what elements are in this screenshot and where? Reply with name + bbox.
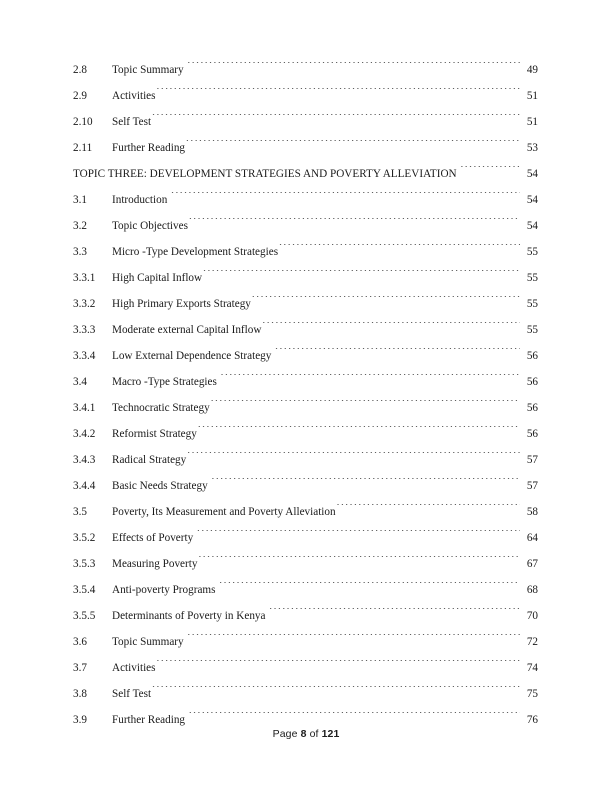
toc-entry-number: 3.3.2 [73,298,96,310]
toc-entry-page-number: 74 [526,662,538,674]
toc-row[interactable] [73,291,538,317]
toc-entry-page-number: 56 [526,376,538,388]
toc-entry-title: Technocratic Strategy [112,402,210,414]
toc-entry-title: Effects of Poverty [112,532,194,544]
toc-dot-leader [252,296,520,307]
toc-entry-page-number: 75 [526,688,538,700]
toc-row[interactable] [73,57,538,83]
toc-entry-page-number: 51 [526,90,538,102]
toc-entry-page-number: 51 [526,116,538,128]
toc-entry-title: Moderate external Capital Inflow [112,324,262,336]
toc-entry-title: Basic Needs Strategy [112,480,208,492]
toc-entry-number: 3.7 [73,662,87,674]
toc-entry-title: Low External Dependence Strategy [112,350,272,362]
toc-row[interactable] [73,213,538,239]
toc-dot-leader [198,426,520,437]
toc-entry-page-number: 70 [526,610,538,622]
toc-dot-leader [187,62,520,73]
toc-entry-page-number: 54 [526,194,538,206]
toc-entry-title: Self Test [112,688,152,700]
toc-row[interactable] [73,551,538,577]
toc-entry-number: 3.2 [73,220,87,232]
toc-row[interactable] [73,629,538,655]
toc-entry-number: 3.5.4 [73,584,96,596]
toc-entry-number: 3.3 [73,246,87,258]
toc-row[interactable] [73,239,538,265]
toc-entry-number: 3.4.2 [73,428,96,440]
toc-entry-title: Determinants of Poverty in Kenya [112,610,266,622]
toc-leader-gap [193,525,196,551]
toc-entry-title: Anti-poverty Programs [112,584,216,596]
toc-topic-row[interactable] [73,161,538,187]
toc-entry-title: Activities [112,90,156,102]
toc-entry-page-number: 55 [526,298,538,310]
toc-dot-leader [171,192,520,203]
toc-entry-page-number: 55 [526,246,538,258]
footer-total-pages: 121 [321,728,340,740]
toc-entry-title: Macro -Type Strategies [112,376,217,388]
toc-dot-leader [211,400,520,411]
toc-entry-number: 3.4.4 [73,480,96,492]
toc-entry-page-number: 53 [526,142,538,154]
toc-row[interactable] [73,83,538,109]
toc-entry-title: Introduction [112,194,168,206]
toc-entry-number: 3.3.3 [73,324,96,336]
toc-dot-leader [152,114,520,125]
toc-entry-number: 3.5.3 [73,558,96,570]
toc-row[interactable] [73,421,538,447]
toc-entry-page-number: 68 [526,584,538,596]
toc-entry-page-number: 55 [526,324,538,336]
toc-entry-number: 3.5.5 [73,610,96,622]
toc-entry-title: Activities [112,662,156,674]
toc-dot-leader [157,660,521,671]
table-of-contents [73,57,538,733]
toc-dot-leader [187,452,520,463]
toc-dot-leader [198,556,520,567]
toc-row[interactable] [73,187,538,213]
toc-entry-title: Poverty, Its Measurement and Poverty Alleviation [112,506,336,518]
toc-leader-gap [184,57,187,83]
toc-leader-gap [457,161,460,187]
toc-entry-number: 3.6 [73,636,87,648]
toc-entry-page-number: 58 [526,506,538,518]
toc-entry-number: 2.9 [73,90,87,102]
toc-row[interactable] [73,343,538,369]
toc-entry-title: TOPIC THREE: DEVELOPMENT STRATEGIES AND POVERTY ALLEVIATION [73,168,457,180]
footer-prefix: Page [272,728,298,740]
toc-entry-number: 3.4.3 [73,454,96,466]
toc-entry-number: 3.1 [73,194,87,206]
toc-entry-number: 2.10 [73,116,93,128]
toc-entry-page-number: 67 [526,558,538,570]
toc-row[interactable] [73,109,538,135]
toc-entry-title: High Primary Exports Strategy [112,298,251,310]
toc-row[interactable] [73,525,538,551]
toc-dot-leader [262,322,520,333]
toc-entry-title: Further Reading [112,714,186,726]
toc-entry-page-number: 54 [526,220,538,232]
toc-row[interactable] [73,369,538,395]
toc-entry-title: High Capital Inflow [112,272,203,284]
page-footer [0,728,612,740]
toc-entry-number: 3.3.1 [73,272,96,284]
toc-entry-page-number: 64 [526,532,538,544]
toc-row[interactable] [73,447,538,473]
toc-dot-leader [203,270,520,281]
toc-entry-number: 3.9 [73,714,87,726]
toc-leader-gap [167,187,170,213]
toc-entry-number: 3.8 [73,688,87,700]
toc-row[interactable] [73,655,538,681]
toc-dot-leader [189,712,520,723]
toc-row[interactable] [73,317,538,343]
toc-entry-number: 3.5.2 [73,532,96,544]
toc-entry-title: Further Reading [112,142,186,154]
toc-entry-title: Topic Objectives [112,220,188,232]
toc-dot-leader [279,244,520,255]
toc-row[interactable] [73,395,538,421]
toc-dot-leader [189,218,520,229]
toc-row[interactable] [73,265,538,291]
toc-entry-page-number: 54 [526,168,538,180]
toc-entry-page-number: 57 [526,454,538,466]
toc-leader-gap [217,369,220,395]
toc-dot-leader [269,608,520,619]
toc-entry-page-number: 55 [526,272,538,284]
toc-entry-title: Topic Summary [112,64,184,76]
toc-entry-number: 3.4.1 [73,402,96,414]
toc-leader-gap [265,603,268,629]
toc-dot-leader [186,140,520,151]
toc-dot-leader [219,582,520,593]
toc-dot-leader [212,478,521,489]
toc-row[interactable] [73,603,538,629]
toc-row[interactable] [73,577,538,603]
toc-entry-page-number: 57 [526,480,538,492]
toc-row[interactable] [73,473,538,499]
toc-entry-title: Measuring Poverty [112,558,198,570]
toc-entry-page-number: 56 [526,428,538,440]
toc-dot-leader [275,348,520,359]
toc-entry-title: Radical Strategy [112,454,187,466]
toc-entry-number: 3.3.4 [73,350,96,362]
toc-entry-number: 2.11 [73,142,93,154]
toc-entry-number: 3.5 [73,506,87,518]
toc-leader-gap [215,577,218,603]
toc-dot-leader [197,530,520,541]
toc-dot-leader [460,166,520,177]
footer-current-page: 8 [300,728,307,740]
toc-leader-gap [271,343,274,369]
toc-dot-leader [337,504,520,515]
toc-entry-title: Self Test [112,116,152,128]
toc-entry-title: Reformist Strategy [112,428,197,440]
toc-row[interactable] [73,499,538,525]
footer-middle: of [309,728,319,740]
toc-dot-leader [152,686,520,697]
toc-entry-number: 2.8 [73,64,87,76]
toc-entry-number: 3.4 [73,376,87,388]
toc-leader-gap [208,473,211,499]
toc-entry-title: Topic Summary [112,636,184,648]
toc-row[interactable] [73,135,538,161]
toc-dot-leader [187,634,520,645]
toc-dot-leader [157,88,521,99]
toc-leader-gap [184,629,187,655]
toc-entry-title: Micro -Type Development Strategies [112,246,279,258]
toc-row[interactable] [73,681,538,707]
toc-entry-page-number: 76 [526,714,538,726]
toc-entry-page-number: 72 [526,636,538,648]
toc-entry-page-number: 56 [526,350,538,362]
toc-entry-page-number: 56 [526,402,538,414]
toc-entry-page-number: 49 [526,64,538,76]
toc-dot-leader [221,374,520,385]
